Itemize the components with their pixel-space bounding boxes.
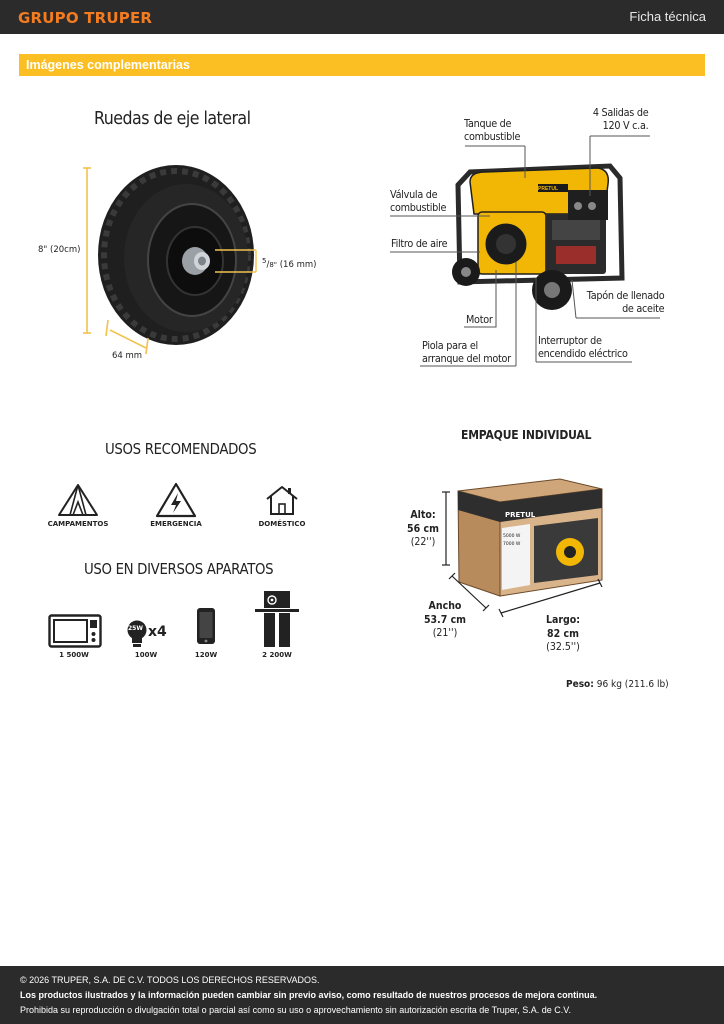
usos-title: USOS RECOMENDADOS xyxy=(105,440,257,458)
box-watts-1: 5000 W xyxy=(503,534,521,539)
brand-logo: GRUPO TRUPER xyxy=(18,9,153,27)
aparato-label-phone: 120W xyxy=(194,651,218,659)
aparatos-title: USO EN DIVERSOS APARATOS xyxy=(84,560,274,578)
wheel-title: Ruedas de eje lateral xyxy=(94,108,251,129)
label-outlets: 4 Salidas de 120 V c.a. xyxy=(592,107,648,132)
package-height-label: Alto: 56 cm (22'') xyxy=(407,509,439,548)
section-title: Imágenes complementarias xyxy=(26,58,190,72)
uso-label-domestico: DOMÉSTICO xyxy=(258,520,306,528)
empaque-title: EMPAQUE INDIVIDUAL xyxy=(461,428,592,442)
aparato-label-stove: 2 200W xyxy=(262,651,292,659)
wheel-height-label: 8" (20cm) xyxy=(38,245,81,255)
label-fuel-valve: Válvula de combustible xyxy=(390,189,447,214)
box-brand: PRETUL xyxy=(505,511,536,519)
label-electric-switch: Interruptor de encendido eléctrico xyxy=(538,335,628,360)
generator-brand-plate: PRETUL xyxy=(538,186,558,192)
lightbulb-multiplier: x4 xyxy=(148,624,167,640)
label-tank: Tanque de combustible xyxy=(464,118,521,143)
wheel-axle-label: $^5$/8" (16 mm) xyxy=(262,257,317,270)
package-width-label: Ancho 53.7 cm (21'') xyxy=(423,600,467,639)
label-starter-cord: Piola para el arranque del motor xyxy=(422,340,511,365)
wheel-width-label: 64 mm xyxy=(112,351,143,361)
aparato-label-lightbulb: 100W xyxy=(134,651,158,659)
footer-notice: Los productos ilustrados y la información pueden cambiar sin previo aviso, como resultado de nuestros procesos de mejora continua. xyxy=(20,990,598,1000)
label-oil-cap: Tapón de llenado de aceite xyxy=(586,290,664,315)
box-watts-2: 7000 W xyxy=(503,542,521,547)
uso-label-campamentos: CAMPAMENTOS xyxy=(47,520,109,528)
footer-copyright: © 2026 TRUPER, S.A. DE C.V. TODOS LOS DERECHOS RESERVADOS. xyxy=(20,975,320,985)
label-motor: Motor xyxy=(466,314,493,326)
package-weight: Peso: 96 kg (211.6 lb) xyxy=(566,679,669,690)
lightbulb-badge: 25W xyxy=(128,625,143,632)
document-type: Ficha técnica xyxy=(629,9,706,24)
footer xyxy=(0,966,724,1024)
footer-legal: Prohibida su reproducción o divulgación total o parcial así como su uso o aprovechamiento sin autorización escrita de Truper, S.A. de C.V. xyxy=(20,1005,571,1015)
label-air-filter: Filtro de aire xyxy=(391,238,448,250)
uso-label-emergencia: EMERGENCIA xyxy=(150,520,202,528)
package-length-label: Largo: 82 cm (32.5'') xyxy=(545,614,581,653)
aparato-label-microwave: 1 500W xyxy=(59,651,89,659)
